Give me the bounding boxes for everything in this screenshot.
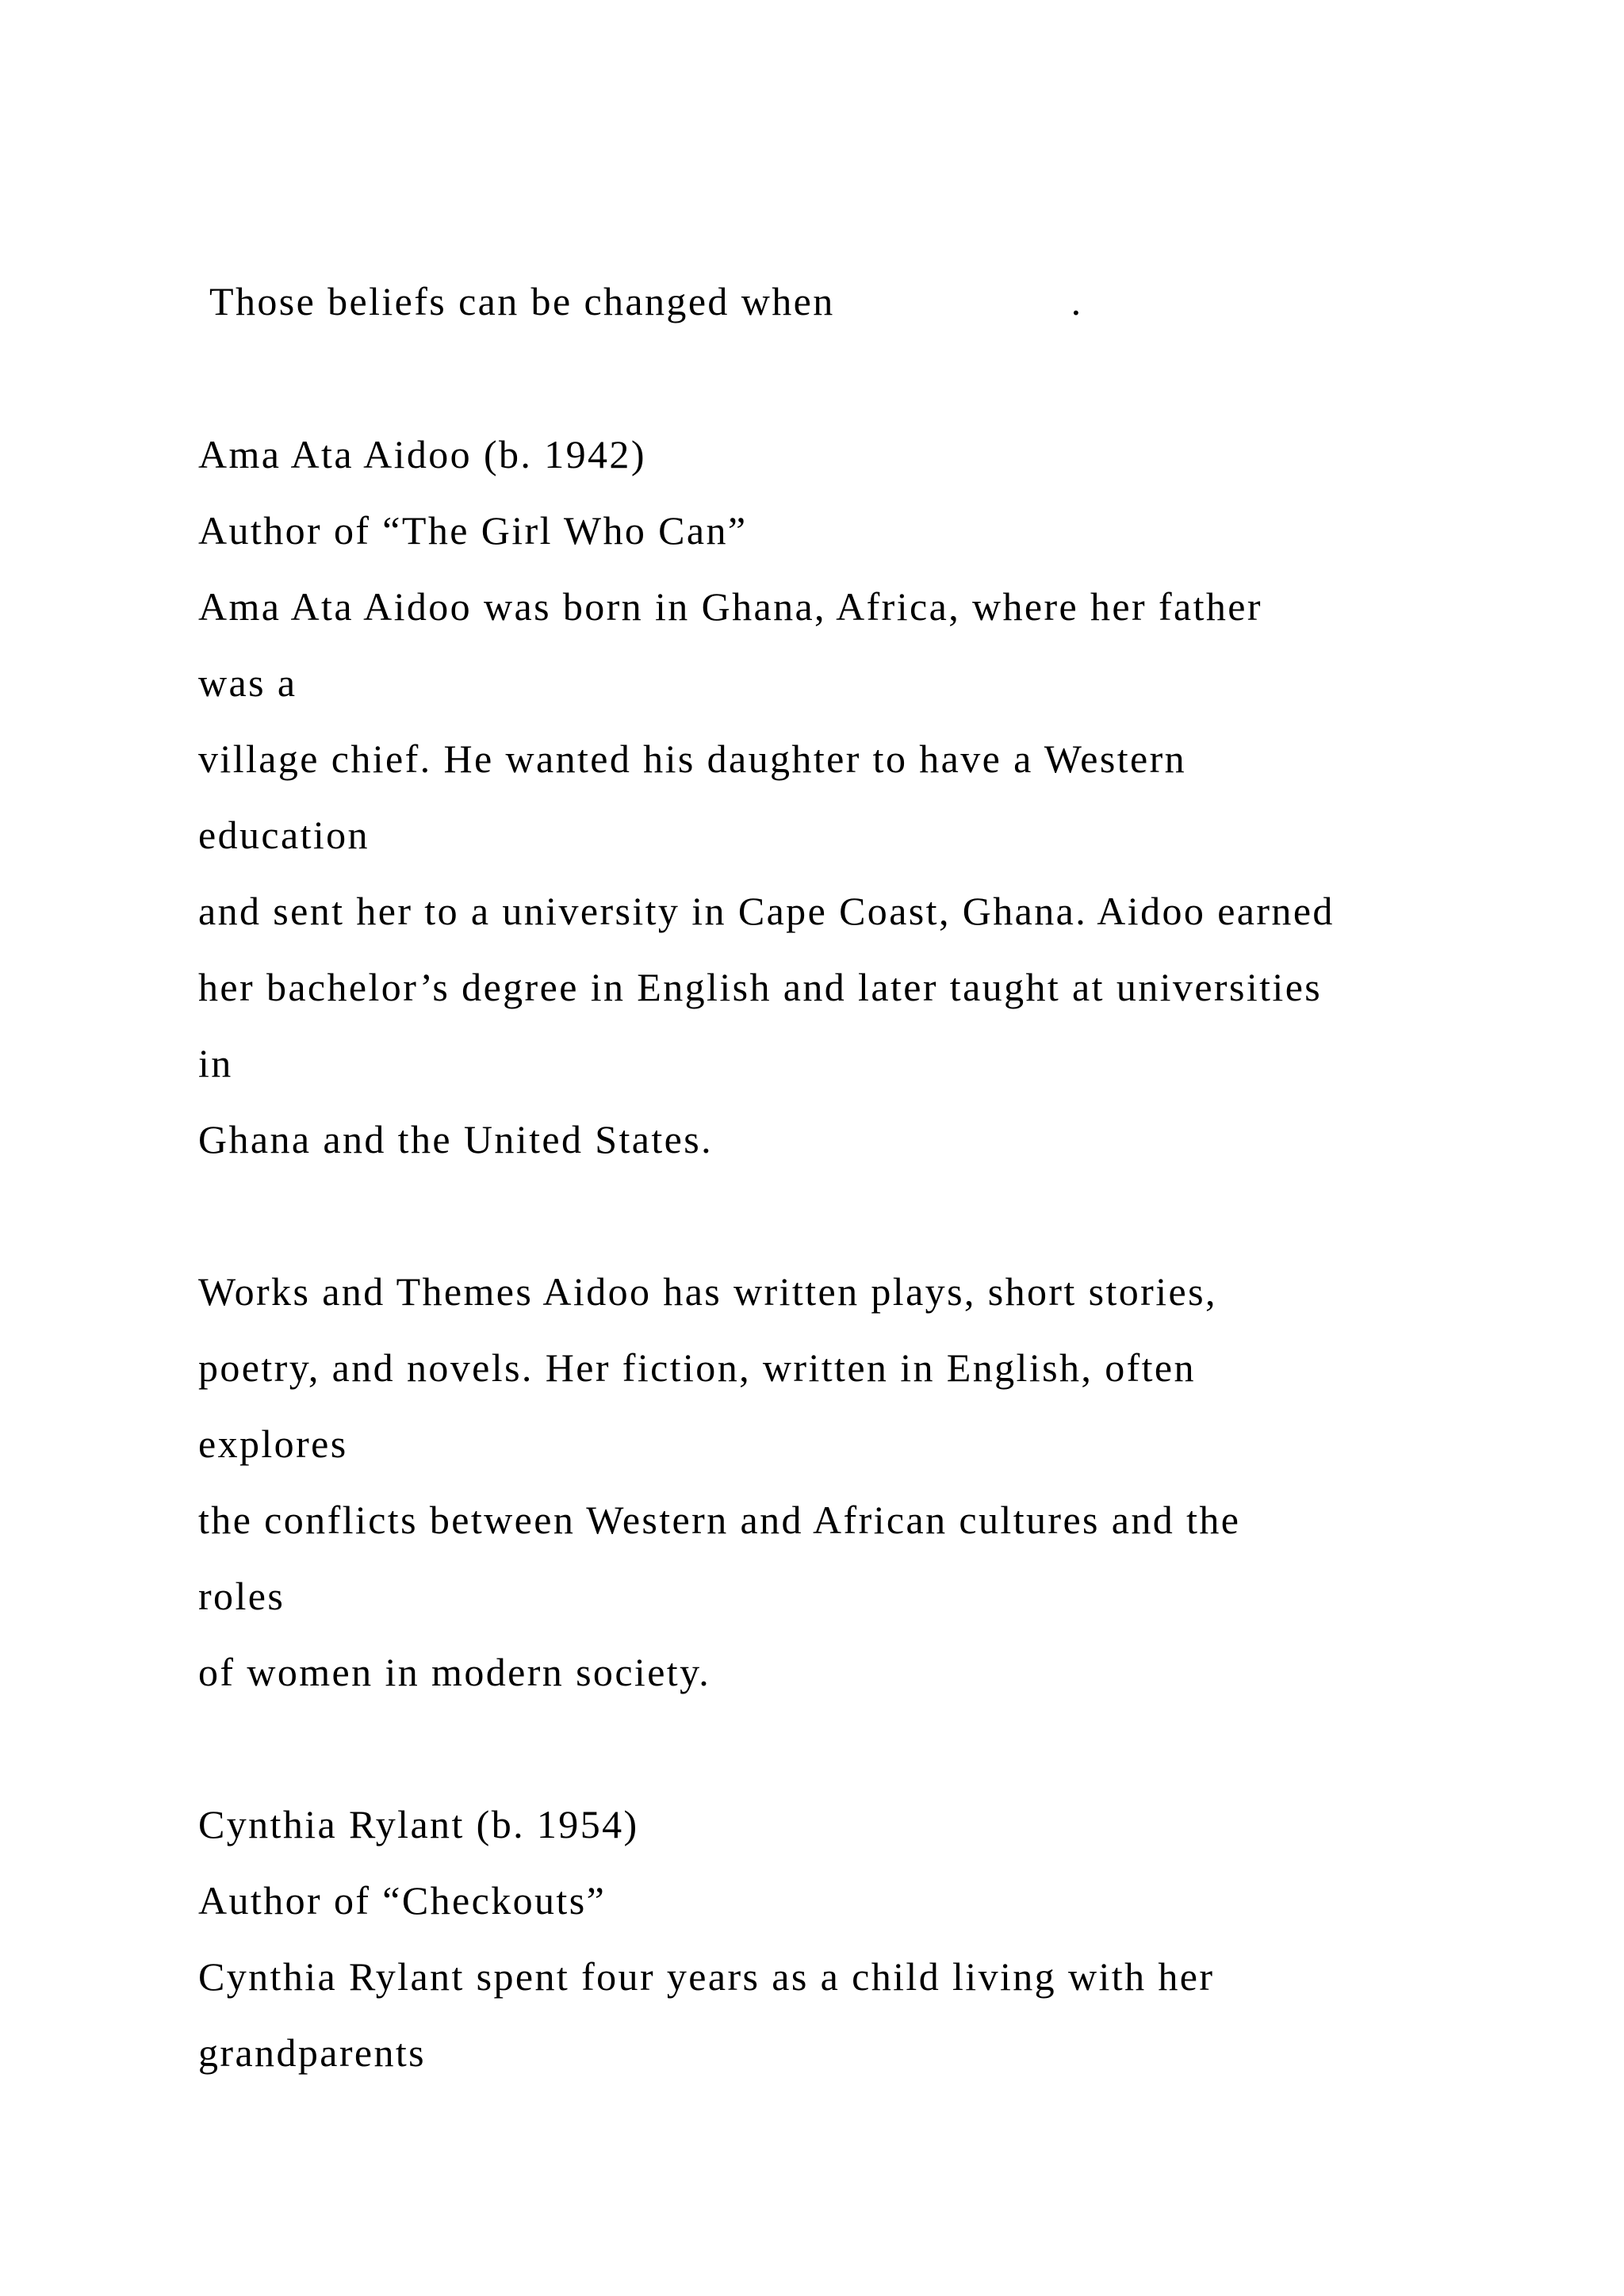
bio-line: Ghana and the United States. (198, 1117, 713, 1161)
text-line-beliefs: Those beliefs can be changed when . (198, 279, 1083, 323)
themes-line: the conflicts between Western and African cultures and the (198, 1498, 1241, 1542)
bio-line: education (198, 813, 370, 857)
author-heading-rylant: Cynthia Rylant (b. 1954) (198, 1802, 639, 1846)
author-heading-aidoo: Ama Ata Aidoo (b. 1942) (198, 432, 646, 476)
bio-line: Cynthia Rylant spent four years as a child living with her (198, 1954, 1215, 1999)
author-work-aidoo: Author of “The Girl Who Can” (198, 508, 748, 553)
bio-line: and sent her to a university in Cape Coast, Ghana. Aidoo earned (198, 889, 1335, 933)
author-work-rylant: Author of “Checkouts” (198, 1878, 607, 1923)
bio-line: village chief. He wanted his daughter to have a Western (198, 737, 1187, 781)
themes-line: roles (198, 1574, 285, 1618)
bio-line: was a (198, 660, 297, 705)
themes-line: explores (198, 1422, 348, 1466)
bio-line: her bachelor’s degree in English and later taught at universities (198, 965, 1323, 1009)
themes-line: of women in modern society. (198, 1650, 711, 1694)
bio-line: grandparents (198, 2030, 427, 2075)
bio-line: Ama Ata Aidoo was born in Ghana, Africa, where her father (198, 584, 1262, 629)
bio-line: in (198, 1041, 233, 1085)
themes-line: Works and Themes Aidoo has written plays, short stories, (198, 1269, 1217, 1314)
themes-line: poetry, and novels. Her fiction, written in English, often (198, 1345, 1196, 1390)
